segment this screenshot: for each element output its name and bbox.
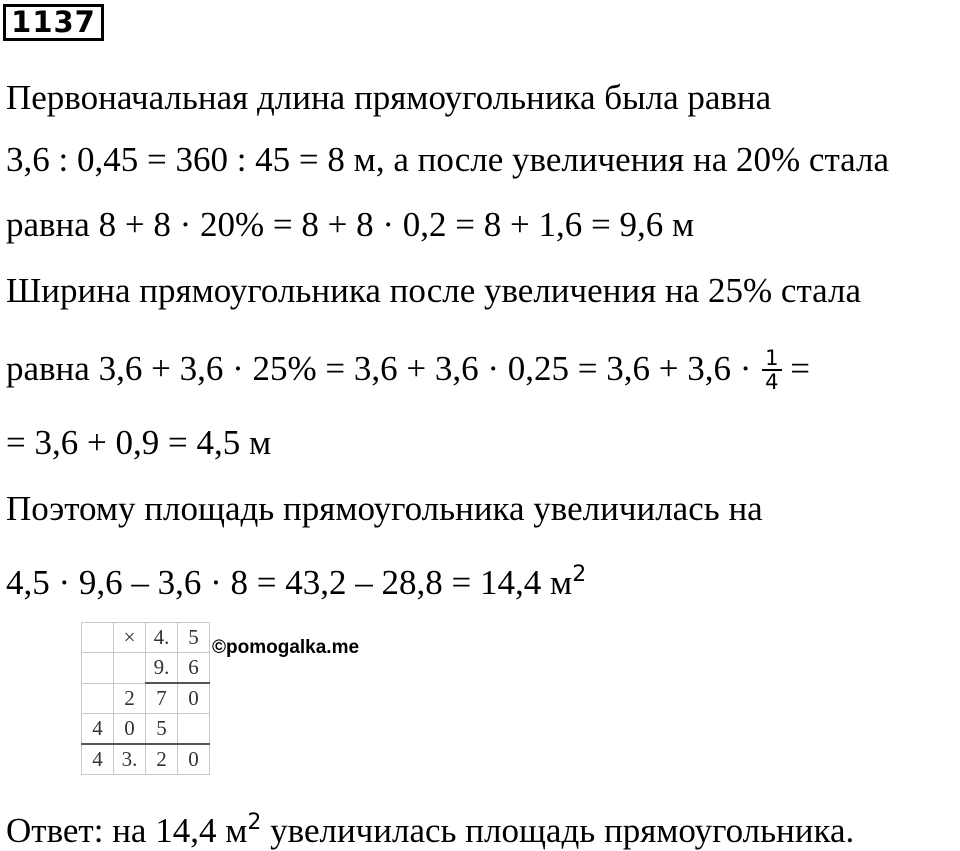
problem-number: 1137 <box>3 4 104 41</box>
answer-line <box>6 803 854 851</box>
area-exponent: 2 <box>572 562 587 587</box>
width-calculation-line <box>6 346 811 395</box>
text-line-6: Поэтому площадь прямоугольника увеличилась на <box>6 489 763 528</box>
grid-cell: 7 <box>146 683 178 714</box>
grid-cell: 5 <box>146 714 178 745</box>
grid-cell: 4. <box>146 623 178 653</box>
fraction <box>762 347 781 393</box>
grid-cell: 0 <box>114 714 146 745</box>
grid-cell: 0 <box>178 744 210 775</box>
grid-cell <box>178 714 210 745</box>
text-line-4: Ширина прямоугольника после увеличения на 25% стала <box>6 271 862 310</box>
width-calculation-text: равна 3,6 + 3,6 · 25% = 3,6 + 3,6 · 0,25 = 3,6 + 3,6 · <box>6 349 761 389</box>
grid-row <box>82 714 210 745</box>
text-line-5: = 3,6 + 0,9 = 4,5 м <box>6 423 272 462</box>
grid-cell <box>82 683 114 714</box>
grid-row <box>82 623 210 653</box>
area-calculation-line <box>6 555 586 603</box>
grid-cell: 2 <box>114 683 146 714</box>
multiply-sign: × <box>114 623 146 653</box>
grid-cell: 3. <box>114 744 146 775</box>
answer-exponent: 2 <box>247 810 262 835</box>
grid-row <box>82 683 210 714</box>
watermark: ©pomogalka.me <box>212 637 360 658</box>
grid-row <box>82 744 210 775</box>
text-line-1: Первоначальная длина прямоугольника была равна <box>6 78 772 117</box>
text-line-3: равна 8 + 8 · 20% = 8 + 8 · 0,2 = 8 + 1,6 = 9,6 м <box>6 205 695 244</box>
grid-cell: 5 <box>178 623 210 653</box>
grid-row <box>82 653 210 684</box>
width-calculation-tail: = <box>781 349 811 389</box>
grid-cell: 9. <box>146 653 178 684</box>
text-line-2: 3,6 : 0,45 = 360 : 45 = 8 м, а после увеличения на 20% стала <box>6 140 890 179</box>
grid-cell <box>82 623 114 653</box>
multiplication-grid <box>81 622 210 775</box>
answer-prefix: Ответ: на 14,4 м <box>6 811 248 850</box>
grid-cell <box>114 653 146 684</box>
answer-suffix: увеличилась площадь прямоугольника. <box>261 811 855 850</box>
grid-cell: 6 <box>178 653 210 684</box>
grid-cell <box>82 653 114 684</box>
fraction-numerator: 1 <box>762 347 781 371</box>
grid-cell: 4 <box>82 714 114 745</box>
grid-cell: 2 <box>146 744 178 775</box>
grid-cell: 4 <box>82 744 114 775</box>
fraction-denominator: 4 <box>765 370 779 394</box>
grid-cell: 0 <box>178 683 210 714</box>
area-calculation-text: 4,5 · 9,6 – 3,6 · 8 = 43,2 – 28,8 = 14,4 м <box>6 563 573 602</box>
